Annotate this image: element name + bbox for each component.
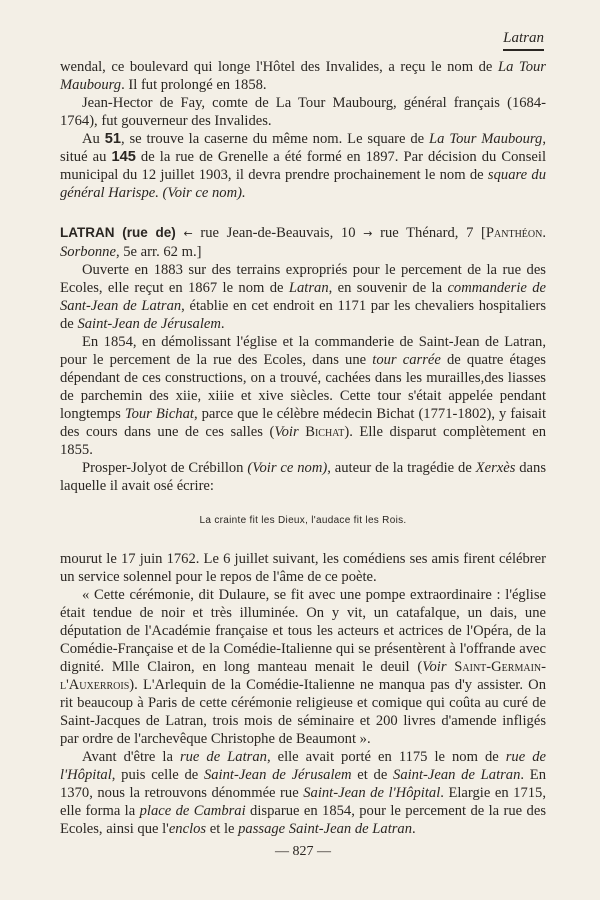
running-head-text: Latran xyxy=(503,30,544,46)
paragraph-mourut: mourut le 17 juin 1762. Le 6 juillet suivant, les comédiens ses amis firent célébrer un service solennel pour le repos de l'âme de ce poète. xyxy=(60,551,546,585)
entry-title: LATRAN (rue de) xyxy=(60,225,176,240)
top-block xyxy=(60,58,546,202)
running-head xyxy=(503,30,544,51)
paragraph-1854: En 1854, en démolissant l'église et la commanderie de Saint-Jean de Latran, pour le percement de la rue des Ecoles, dans une tour carrée de quatre étages dépendant de ces constructions, on a trouvé, cachées dans les murailles,des liasses de parchemin des xiie, xiiie et xive siècles. Cette tour s'était appelée pendant longtemps Tour Bichat, parce que le célèbre médecin Bichat (1771-1802), y faisait des cours dans une de ces salles (Voir Bichat). Elle disparut complètement en 1855. xyxy=(60,334,547,458)
paragraph-crebillon: Prosper-Jolyot de Crébillon (Voir ce nom), auteur de la tragédie de Xerxès dans laquelle il avait osé écrire: xyxy=(60,460,547,494)
paragraph-dulaure: « Cette cérémonie, dit Dulaure, se fit avec une pompe extraordinaire : l'église était tendue de noir et très illuminée. On y vit, un catafalque, un dais, une députation de l'Académie française et tous les acteurs et actrices de l'Opéra, de la Comédie-Française et de la Comédie-Italienne qui se présentèrent à l'offrande avec dignité. Mlle Clairon, en long manteau menait le deuil (Voir Saint-Germain-l'Auxerrois). L'Arlequin de la Comédie-Italienne ne manqua pas d'y assister. On rit beaucoup à Paris de cette cérémonie religieuse et comique qui coûta au curé de Saint-Jacques de Latran, trois mois de séminaire et 200 livres d'amende infligés par ordre de l'archevêque Christophe de Beaumont ». xyxy=(60,587,546,747)
arrow-right-icon: → xyxy=(363,227,373,240)
paragraph-continuation: wendal, ce boulevard qui longe l'Hôtel des Invalides, a reçu le nom de La Tour Maubourg. Il fut prolongé en 1858. xyxy=(60,59,546,93)
arrow-left-icon: ← xyxy=(183,227,193,240)
running-head-rule xyxy=(503,49,544,51)
paragraph-ouverte: Ouverte en 1883 sur des terrains expropriés pour le percement de la rue des Ecoles, elle reçut en 1867 le nom de Latran, en souvenir de la commanderie de Sant-Jean de Latran, établie en cet endroit en 1171 par les chevaliers hospitaliers de Saint-Jean de Jérusalem. xyxy=(60,262,547,332)
quotation: La crainte fit les Dieux, l'audace fit les Rois. xyxy=(199,515,407,526)
paragraph-history: Avant d'être la rue de Latran, elle avait porté en 1175 le nom de rue de l'Hôpital, puis celle de Saint-Jean de Jérusalem et de Saint-Jean de Latran. En 1370, nous la retrouvons dénommée rue Saint-Jean de l'Hôpital. Elargie en 1715, elle forma la place de Cambrai disparue en 1854, pour le percement de la rue des Ecoles, ainsi que l'enclos et le passage Saint-Jean de Latran. xyxy=(60,749,547,837)
entry-heading: LATRAN (rue de) ← rue Jean-de-Beauvais, 10 → rue Thénard, 7 [Panthéon. Sorbonne, 5e arr. 62 m.] xyxy=(60,225,547,260)
page-number: — 827 — xyxy=(275,844,331,859)
paragraph-jean-hector: Jean-Hector de Fay, comte de La Tour Maubourg, général français (1684-1764), fut gouverneur des Invalides. xyxy=(60,95,546,129)
paragraph-caserne: Au 51, se trouve la caserne du même nom. Le square de La Tour Maubourg, situé au 145 de la rue de Grenelle a été formé en 1897. Par décision du Conseil municipal du 12 juillet 1903, il devra prendre prochainement le nom de square du général Harispe. (Voir ce nom). xyxy=(60,131,546,201)
